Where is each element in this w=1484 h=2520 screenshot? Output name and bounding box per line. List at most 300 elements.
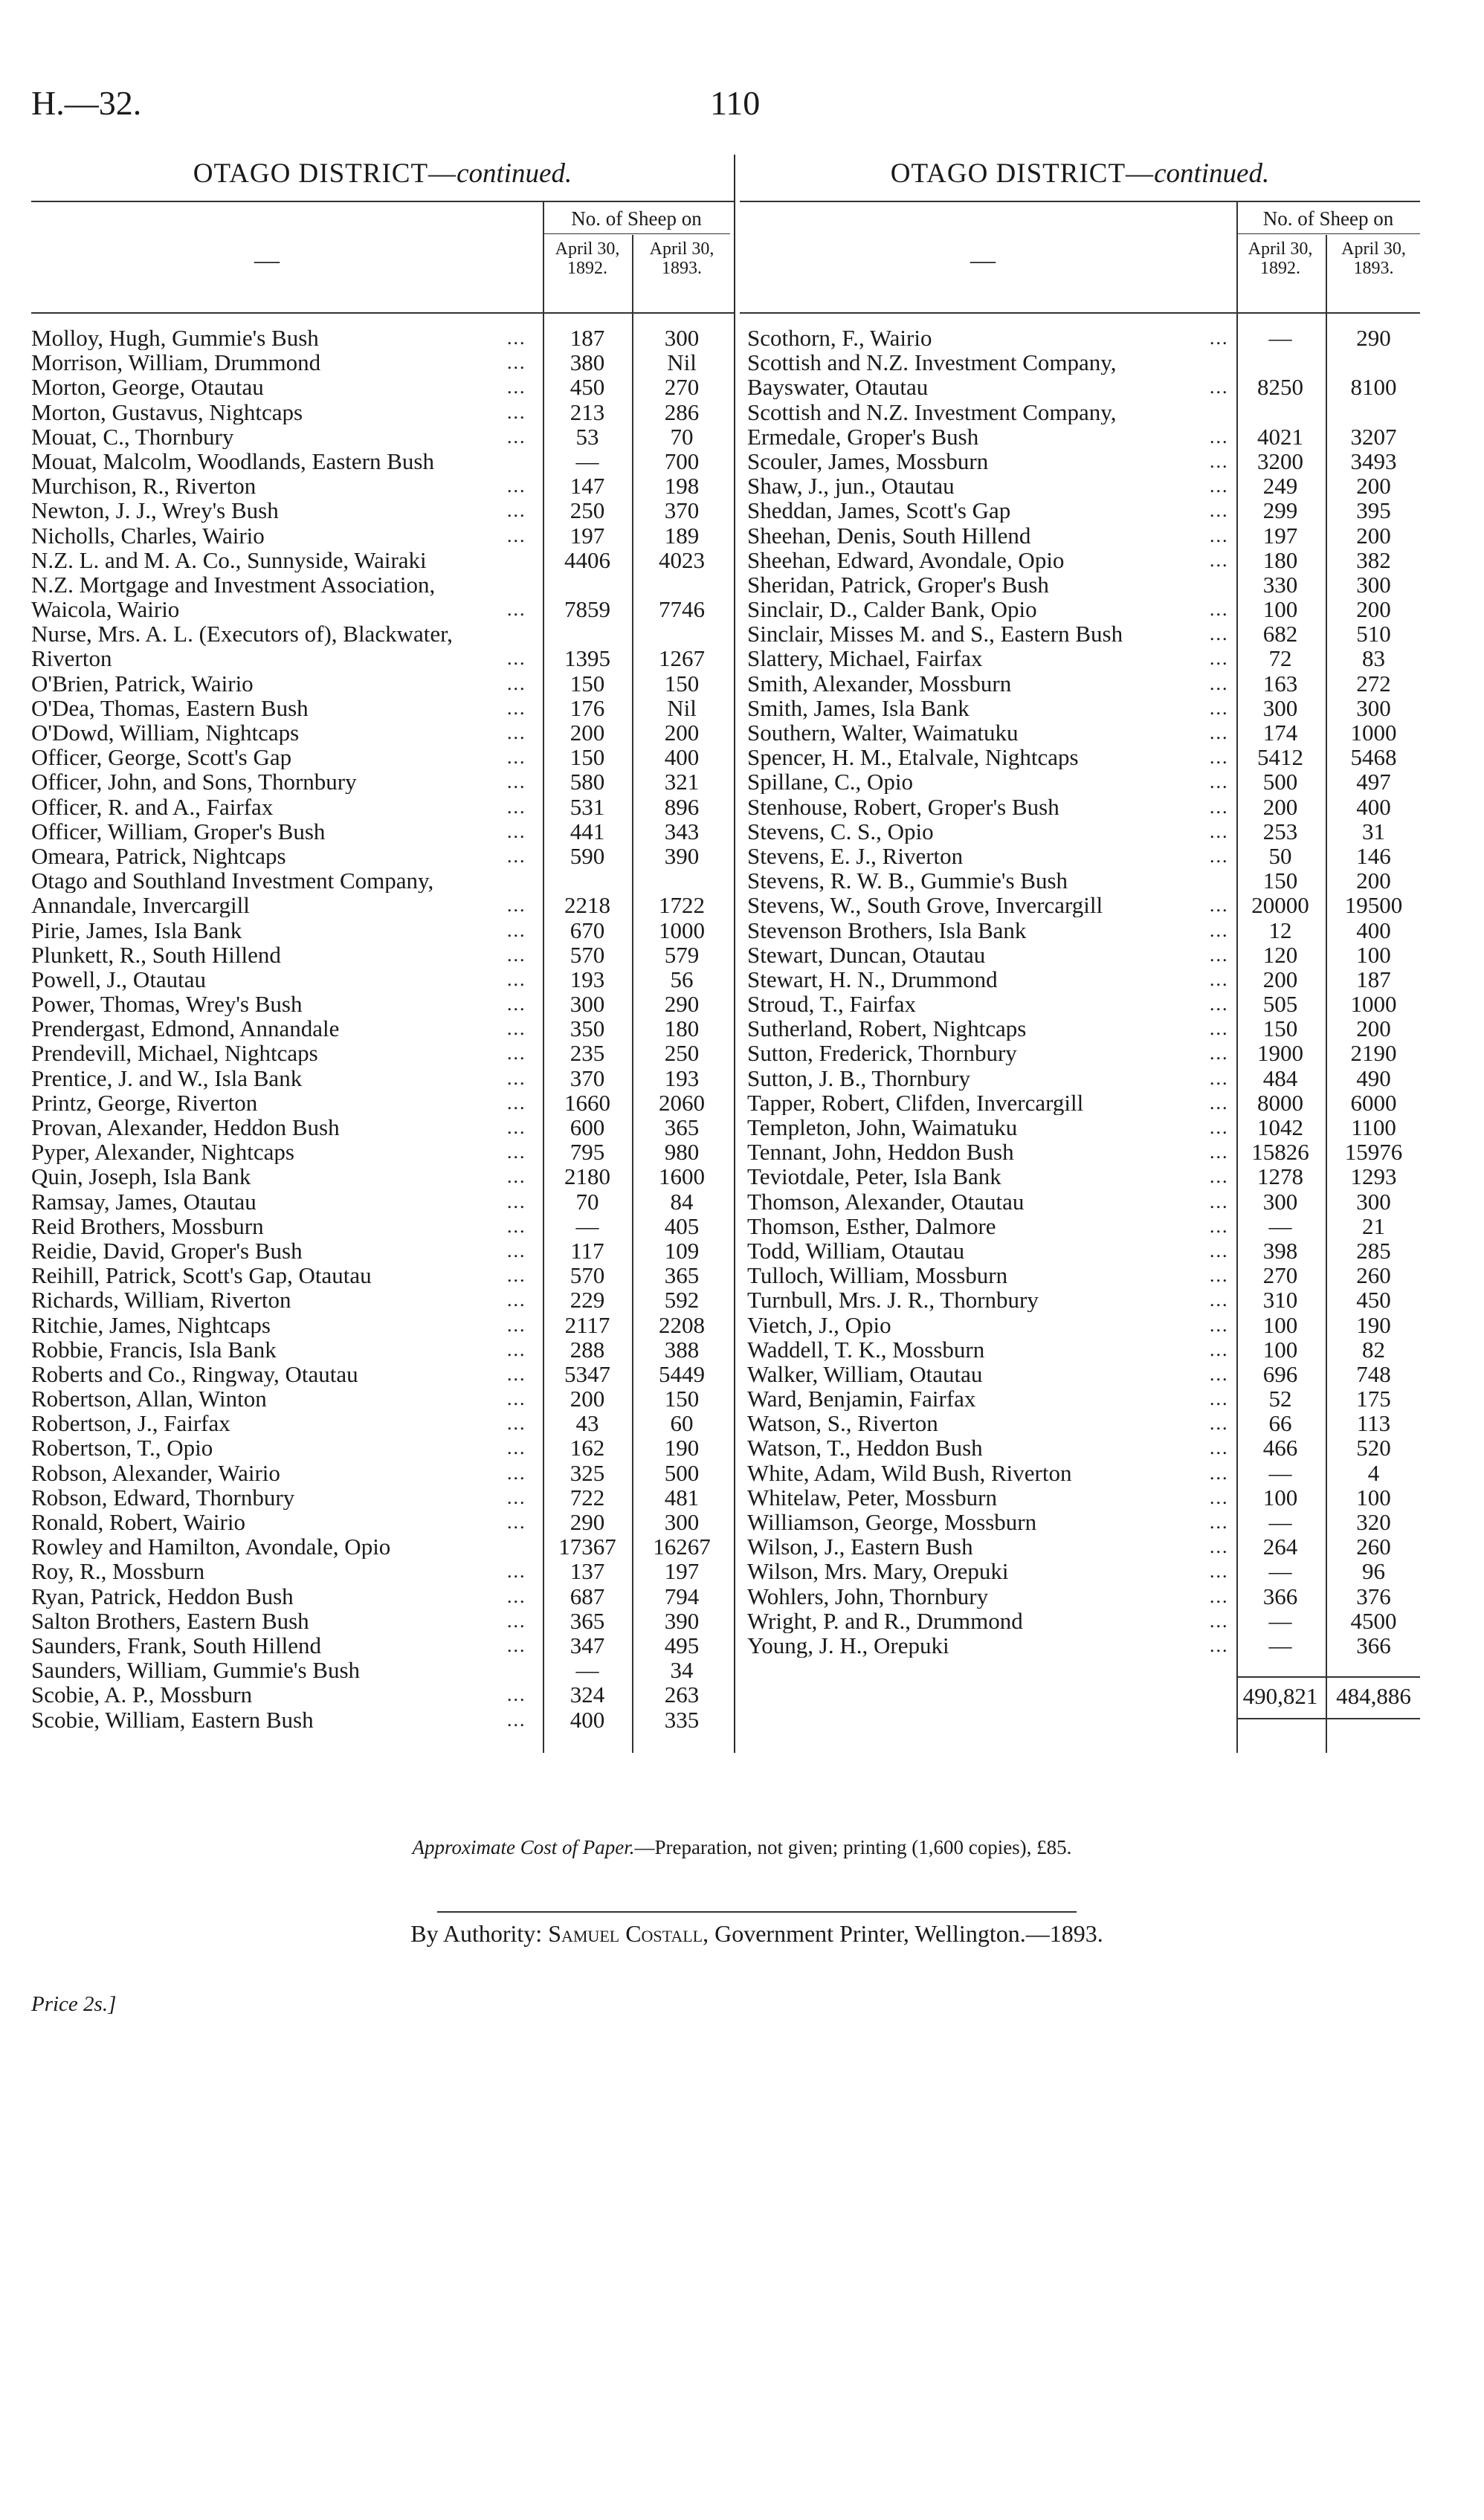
sheep-1892: 600 [570, 1114, 605, 1140]
sheep-1893: 100 [1356, 1484, 1391, 1511]
sheep-1893: 84 [670, 1188, 694, 1215]
table-row [740, 819, 1420, 844]
sheep-1893: 300 [664, 325, 700, 351]
table-row [740, 745, 1420, 769]
sheep-1892: 500 [1262, 769, 1298, 795]
sheep-1892: 250 [570, 497, 605, 524]
sheep-1892: — [1268, 1632, 1292, 1658]
sheep-1892: 505 [1262, 991, 1298, 1018]
sheep-1892: 400 [570, 1706, 605, 1733]
leader-dots: ... [507, 401, 526, 423]
sheep-1893: 2208 [659, 1311, 705, 1338]
sheep-1893: 896 [664, 793, 700, 820]
document-reference: H.—32. [31, 84, 142, 122]
leader-dots: ... [507, 647, 526, 670]
table-row [740, 1411, 1420, 1435]
leader-dots: ... [507, 1141, 526, 1163]
leader-dots: ... [1210, 1363, 1229, 1385]
sheep-1892: 484 [1262, 1064, 1298, 1091]
sheep-1892: 43 [575, 1410, 599, 1437]
sheep-owner-name: Ermedale, Groper's Bush [747, 424, 979, 449]
table-row [31, 621, 734, 646]
sheep-1892: 325 [570, 1459, 605, 1486]
table-row [740, 1016, 1420, 1041]
sheep-1892: — [1268, 1607, 1292, 1634]
leader-dots: ... [1210, 1536, 1229, 1558]
sheep-owner-name: Officer, George, Scott's Gap [31, 745, 292, 770]
table-row [31, 375, 734, 399]
right-table-header [740, 201, 1420, 314]
table-row [31, 918, 734, 943]
sheep-1893: 300 [1356, 571, 1391, 598]
sheep-1893: 1293 [1350, 1163, 1397, 1190]
sheep-1893: 980 [664, 1139, 700, 1166]
sheep-owner-name: Scobie, A. P., Mossburn [31, 1682, 253, 1708]
leader-dots: ... [507, 919, 526, 941]
sheep-1893: Nil [667, 694, 697, 721]
leader-dots: ... [507, 1289, 526, 1311]
sheep-owner-name: Wilson, J., Eastern Bush [747, 1534, 973, 1560]
sheep-1892: 53 [575, 423, 599, 450]
leader-dots: ... [1210, 1461, 1229, 1484]
leader-dots: ... [1210, 524, 1229, 546]
leader-dots: ... [507, 1018, 526, 1040]
leader-dots: ... [507, 795, 526, 818]
leader-dots: ... [507, 1708, 526, 1731]
sheep-1893: 748 [1356, 1360, 1391, 1387]
sheep-owner-name: Sheddan, James, Scott's Gap [747, 498, 1011, 523]
leader-dots: ... [507, 1042, 526, 1064]
table-row [31, 1238, 734, 1263]
sheep-owner-name: Whitelaw, Peter, Mossburn [747, 1484, 997, 1510]
table-row [31, 326, 734, 350]
sheep-owner-name: Todd, William, Otautau [747, 1238, 965, 1263]
leader-dots: ... [507, 1067, 526, 1089]
sheep-1893: 200 [1356, 522, 1391, 549]
sheep-1893: 272 [1356, 670, 1391, 697]
table-row [740, 498, 1420, 523]
table-row [740, 1263, 1420, 1288]
sheep-1892: 176 [570, 694, 605, 721]
table-row [31, 1658, 734, 1682]
sheep-owner-name: Morton, Gustavus, Nightcaps [31, 399, 303, 424]
table-row [740, 400, 1420, 424]
sheep-1893: 31 [1362, 818, 1385, 844]
table-row [31, 1115, 734, 1140]
table-row [740, 1559, 1420, 1583]
table-row [740, 646, 1420, 671]
leader-dots: ... [507, 1461, 526, 1484]
leader-dots: ... [1210, 1560, 1229, 1583]
sheep-1893: Nil [667, 349, 697, 376]
table-row [31, 1584, 734, 1609]
sheep-1892: 398 [1262, 1237, 1298, 1264]
sheep-1893: 34 [670, 1657, 694, 1684]
table-row [31, 1214, 734, 1238]
sheep-1892: 137 [570, 1558, 605, 1585]
leader-dots: ... [1210, 1264, 1229, 1287]
col-1892-header: April 30, 1892. [555, 239, 620, 278]
sheep-1893: 190 [664, 1435, 700, 1461]
sheep-1893: 263 [664, 1681, 700, 1708]
sheep-1893: 60 [670, 1410, 694, 1437]
sheep-1893: 175 [1356, 1386, 1391, 1412]
leader-dots: ... [507, 500, 526, 522]
sheep-1892: 5347 [564, 1360, 610, 1387]
table-row [31, 795, 734, 819]
table-row [740, 1091, 1420, 1115]
sheep-1892: 2218 [564, 892, 610, 919]
sheep-1892: 3200 [1257, 448, 1303, 474]
col-1893-header: April 30, 1893. [649, 239, 714, 278]
sheep-1893: 365 [664, 1262, 700, 1289]
sheep-1893: 5468 [1350, 744, 1397, 771]
leader-dots: ... [507, 746, 526, 769]
table-row [31, 1337, 734, 1362]
table-row [31, 1559, 734, 1583]
leader-dots: ... [507, 1239, 526, 1261]
sheep-1892: 200 [570, 1386, 605, 1412]
sheep-1892: 8250 [1257, 374, 1303, 401]
leader-dots: ... [507, 1338, 526, 1360]
sheep-1893: 200 [1356, 473, 1391, 500]
sheep-1892: 347 [570, 1632, 605, 1658]
column-divider [734, 155, 735, 1753]
sheep-1893: 2060 [659, 1089, 705, 1116]
sheep-1893: 260 [1356, 1534, 1391, 1560]
sheep-owner-name: Waddell, T. K., Mossburn [747, 1337, 985, 1362]
sheep-owner-name: Ronald, Robert, Wairio [31, 1510, 245, 1534]
table-row [740, 992, 1420, 1016]
sheep-owner-name: Powell, J., Otautau [31, 966, 207, 992]
leader-dots: ... [507, 1585, 526, 1607]
sheep-1892: 795 [570, 1139, 605, 1166]
leader-dots: ... [1210, 1190, 1229, 1212]
sheep-1893: 335 [664, 1706, 700, 1733]
table-row [740, 449, 1420, 474]
sheep-count-header: No. of Sheep on [1236, 204, 1420, 234]
leader-dots: ... [507, 844, 526, 867]
sheep-owner-name: Nicholls, Charles, Wairio [31, 523, 265, 548]
sheep-1893: 321 [664, 769, 700, 795]
sheep-1892: — [575, 448, 599, 474]
leader-dots: ... [507, 1486, 526, 1508]
table-row [31, 350, 734, 375]
totals-row [1236, 1676, 1420, 1719]
table-row [31, 671, 734, 696]
sheep-1892: 150 [570, 744, 605, 771]
sheep-owner-name: Sheehan, Edward, Avondale, Opio [747, 547, 1065, 572]
sheep-1893: 3493 [1350, 448, 1397, 474]
leader-dots: ... [1210, 1091, 1229, 1114]
leader-dots: ... [507, 894, 526, 917]
table-row [740, 1609, 1420, 1633]
leader-dots: ... [507, 771, 526, 793]
sheep-owner-name: Reid Brothers, Mossburn [31, 1213, 264, 1238]
sheep-1893: 794 [664, 1583, 700, 1609]
sheep-owner-name: Sinclair, D., Calder Bank, Opio [747, 597, 1037, 622]
sheep-1892: 1278 [1257, 1163, 1303, 1190]
sheep-owner-name: Sinclair, Misses M. and S., Eastern Bush [747, 621, 1123, 647]
sheep-1893: 250 [664, 1040, 700, 1067]
sheep-owner-name: Reihill, Patrick, Scott's Gap, Otautau [31, 1263, 372, 1288]
right-table [740, 155, 1420, 1753]
table-row [740, 1485, 1420, 1510]
sheep-1892: 670 [570, 917, 605, 943]
sheep-1893: 198 [664, 473, 700, 500]
sheep-1892: 147 [570, 473, 605, 500]
sheep-owner-name: Officer, William, Groper's Bush [31, 818, 326, 844]
sheep-owner-name: Salton Brothers, Eastern Bush [31, 1608, 309, 1633]
sheep-1892: 100 [1262, 1484, 1298, 1511]
sheep-owner-name: Tulloch, William, Mossburn [747, 1263, 1008, 1288]
sheep-1893: 500 [664, 1459, 700, 1486]
sheep-owner-name: Sheehan, Denis, South Hillend [747, 523, 1031, 548]
leader-dots: ... [507, 1166, 526, 1188]
sheep-owner-name: Robertson, J., Fairfax [31, 1411, 230, 1436]
sheep-1892: — [575, 1212, 599, 1239]
sheep-1892: 197 [1262, 522, 1298, 549]
sheep-1893: 510 [1356, 621, 1391, 647]
sheep-owner-name: Stewart, H. N., Drummond [747, 966, 998, 992]
sheep-owner-name: Prendergast, Edmond, Annandale [31, 1016, 340, 1041]
name-column-dash: — [254, 247, 280, 274]
sheep-1892: 441 [570, 818, 605, 844]
sheep-1892: 229 [570, 1287, 605, 1314]
table-row [740, 1189, 1420, 1214]
sheep-owner-name: Stevenson Brothers, Isla Bank [747, 917, 1027, 943]
sheep-owner-name: Templeton, John, Waimatuku [747, 1115, 1018, 1140]
sheep-1892: 299 [1262, 497, 1298, 524]
table-row [740, 1461, 1420, 1485]
leader-dots: ... [507, 968, 526, 990]
leader-dots: ... [1210, 500, 1229, 522]
table-row [740, 1041, 1420, 1065]
table-row [31, 992, 734, 1016]
leader-dots: ... [1210, 672, 1229, 694]
sheep-owner-name: Watson, S., Riverton [747, 1411, 938, 1436]
table-row [740, 1115, 1420, 1140]
table-row [31, 967, 734, 992]
table-row [740, 597, 1420, 621]
sheep-1893: 300 [1356, 1188, 1391, 1215]
sheep-1893: 1000 [1350, 720, 1397, 746]
sheep-1893: 113 [1356, 1410, 1391, 1437]
sheep-1893: 193 [664, 1064, 700, 1091]
sheep-owner-name: Stevens, C. S., Opio [747, 818, 934, 844]
leader-dots: ... [507, 475, 526, 497]
leader-dots: ... [507, 598, 526, 621]
sheep-1892: 163 [1262, 670, 1298, 697]
sheep-1893: 370 [664, 497, 700, 524]
sheep-1893: 3207 [1350, 423, 1397, 450]
table-row [31, 844, 734, 868]
table-row [740, 1386, 1420, 1411]
leader-dots: ... [1210, 1166, 1229, 1188]
sheep-1893: 400 [1356, 793, 1391, 820]
sheep-1892: 310 [1262, 1287, 1298, 1314]
sheep-1893: 495 [664, 1632, 700, 1658]
leader-dots: ... [1210, 1215, 1229, 1237]
table-row [31, 893, 734, 917]
table-row [740, 1362, 1420, 1386]
table-row [31, 819, 734, 844]
leader-dots: ... [1210, 475, 1229, 497]
sheep-1892: 150 [1262, 1015, 1298, 1042]
sheep-1892: 70 [575, 1188, 599, 1215]
sheep-1893: 450 [1356, 1287, 1391, 1314]
leader-dots: ... [507, 376, 526, 398]
sheep-owner-name: Plunkett, R., South Hillend [31, 942, 281, 967]
sheep-owner-name: N.Z. L. and M. A. Co., Sunnyside, Wairaki [31, 547, 427, 572]
total-1893: 484,886 [1336, 1682, 1411, 1709]
sheep-owner-name: Printz, George, Riverton [31, 1090, 258, 1115]
sheep-owner-name: Stenhouse, Robert, Groper's Bush [747, 794, 1059, 819]
leader-dots: ... [507, 1609, 526, 1632]
sheep-owner-name: Officer, R. and A., Fairfax [31, 794, 274, 819]
leader-dots: ... [1210, 943, 1229, 966]
table-row [31, 868, 734, 893]
sheep-1892: 366 [1262, 1583, 1298, 1609]
leader-dots: ... [507, 1684, 526, 1706]
sheep-1893: 1100 [1351, 1114, 1396, 1140]
sheep-owner-name: Omeara, Patrick, Nightcaps [31, 843, 286, 868]
sheep-1893: 490 [1356, 1064, 1391, 1091]
table-row [740, 720, 1420, 745]
sheep-owner-name: Pyper, Alexander, Nightcaps [31, 1140, 294, 1165]
leader-dots: ... [507, 1388, 526, 1410]
sheep-1893: 592 [664, 1287, 700, 1314]
sheep-1893: 1267 [659, 645, 705, 672]
sheep-1893: 1600 [659, 1163, 705, 1190]
sheep-owner-name: Tennant, John, Heddon Bush [747, 1140, 1014, 1165]
sheep-owner-name: Stroud, T., Fairfax [747, 992, 917, 1017]
sheep-1892: 162 [570, 1435, 605, 1461]
sheep-1893: 376 [1356, 1583, 1391, 1609]
leader-dots: ... [1210, 820, 1229, 842]
leader-dots: ... [1210, 1141, 1229, 1163]
sheep-owner-name: Ritchie, James, Nightcaps [31, 1312, 271, 1337]
sheep-1893: 400 [1356, 917, 1391, 943]
leader-dots: ... [1210, 1314, 1229, 1336]
table-row [31, 1288, 734, 1312]
table-row [740, 1313, 1420, 1337]
table-row [31, 400, 734, 424]
sheep-1892: 450 [570, 374, 605, 401]
table-row [31, 424, 734, 449]
sheep-1892: 270 [1262, 1262, 1298, 1289]
sheep-1893: 189 [664, 522, 700, 549]
sheep-1893: 15976 [1344, 1139, 1403, 1166]
sheep-owner-name: Saunders, Frank, South Hillend [31, 1632, 322, 1658]
leader-dots: ... [1210, 844, 1229, 867]
sheep-owner-name: Wohlers, John, Thornbury [747, 1583, 989, 1609]
table-row [740, 424, 1420, 449]
sheep-1893: 5449 [659, 1360, 705, 1387]
authority-line: By Authority: Samuel Costall, Government Printer, Wellington.—1893. [410, 1920, 1103, 1947]
table-row [740, 1140, 1420, 1164]
leader-dots: ... [1210, 894, 1229, 917]
sheep-owner-name: Molloy, Hugh, Gummie's Bush [31, 326, 319, 350]
table-row [740, 696, 1420, 720]
sheep-1893: 7746 [659, 596, 705, 623]
sheep-owner-name: Scottish and N.Z. Investment Company, [747, 399, 1117, 424]
table-row [31, 943, 734, 967]
sheep-1893: 405 [664, 1212, 700, 1239]
sheep-1893: 96 [1362, 1558, 1385, 1585]
sheep-1892: 20000 [1251, 892, 1309, 919]
table-row [740, 671, 1420, 696]
table-row [740, 523, 1420, 548]
table-row [31, 1411, 734, 1435]
sheep-1892: 288 [570, 1336, 605, 1363]
col-1893-header: April 30, 1893. [1341, 239, 1406, 278]
sheep-owner-name: Spencer, H. M., Etalvale, Nightcaps [747, 745, 1079, 770]
sheep-1892: — [1268, 1212, 1292, 1239]
table-row [31, 449, 734, 474]
sheep-owner-name: Morton, George, Otautau [31, 375, 264, 400]
leader-dots: ... [1210, 1585, 1229, 1607]
table-row [31, 523, 734, 548]
leader-dots: ... [1210, 1338, 1229, 1360]
leader-dots: ... [507, 425, 526, 448]
sheep-1893: 190 [1356, 1311, 1391, 1338]
leader-dots: ... [507, 672, 526, 694]
sheep-1893: 146 [1356, 842, 1391, 869]
leader-dots: ... [507, 1264, 526, 1287]
sheep-1892: 1900 [1257, 1040, 1303, 1067]
sheep-owner-name: N.Z. Mortgage and Investment Association, [31, 572, 436, 597]
table-row [740, 1288, 1420, 1312]
table-row [31, 1633, 734, 1658]
sheep-owner-name: Prendevill, Michael, Nightcaps [31, 1041, 318, 1066]
sheep-1893: 388 [664, 1336, 700, 1363]
sheep-1893: 300 [664, 1509, 700, 1535]
sheep-1893: 4023 [659, 546, 705, 573]
leader-dots: ... [507, 1091, 526, 1114]
sheep-1892: 235 [570, 1040, 605, 1067]
leader-dots: ... [507, 943, 526, 966]
leader-dots: ... [1210, 1388, 1229, 1410]
leader-dots: ... [507, 1634, 526, 1656]
leader-dots: ... [1210, 1042, 1229, 1064]
sheep-1893: 200 [664, 720, 700, 746]
sheep-1893: 343 [664, 818, 700, 844]
sheep-1892: 180 [1262, 546, 1298, 573]
leader-dots: ... [1210, 697, 1229, 719]
sheep-owner-name: Wright, P. and R., Drummond [747, 1608, 1023, 1633]
sheep-1892: 1042 [1257, 1114, 1303, 1140]
leader-dots: ... [507, 327, 526, 349]
sheep-1892: 682 [1262, 621, 1298, 647]
table-row [31, 597, 734, 621]
table-row [740, 548, 1420, 572]
sheep-1893: 197 [664, 1558, 700, 1585]
sheep-owner-name: White, Adam, Wild Bush, Riverton [747, 1460, 1072, 1485]
sheep-owner-name: Southern, Walter, Waimatuku [747, 720, 1019, 745]
sheep-owner-name: Sutton, Frederick, Thornbury [747, 1041, 1017, 1066]
sheep-owner-name: Scobie, William, Eastern Bush [31, 1707, 314, 1732]
sheep-1892: 197 [570, 522, 605, 549]
sheep-1893: 180 [664, 1015, 700, 1042]
sheep-1893: 21 [1362, 1212, 1385, 1239]
sheep-1892: 117 [570, 1237, 604, 1264]
table-row [31, 1164, 734, 1189]
table-row [740, 1066, 1420, 1091]
sheep-1892: 5412 [1257, 744, 1303, 771]
sheep-1892: 330 [1262, 571, 1298, 598]
sheep-1892: 324 [570, 1681, 605, 1708]
